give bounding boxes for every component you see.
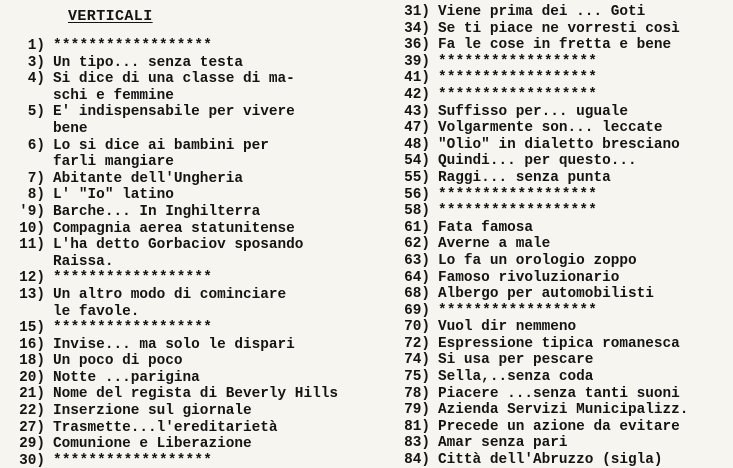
clue-number: 22) [19, 403, 45, 420]
clue-number: 36) [404, 37, 430, 54]
clue-text: ****************** [438, 70, 598, 87]
clue-number: 8) [27, 187, 45, 204]
clue-item [388, 137, 688, 154]
clue-item [0, 270, 338, 287]
clue-number: 34) [404, 20, 430, 37]
clue-item [0, 370, 338, 387]
clue-number: 21) [19, 386, 45, 403]
clue-item [0, 104, 338, 137]
clue-number: 63) [404, 252, 430, 269]
clue-item [388, 187, 688, 204]
clue-text: E' indispensabile per vivere bene [53, 104, 295, 137]
clue-number: 84) [404, 452, 430, 468]
left-clue-list [0, 38, 338, 468]
clue-item [388, 270, 688, 287]
clue-item [0, 403, 338, 420]
clue-item [388, 87, 688, 104]
clue-text: Barche... In Inghilterra [53, 203, 261, 220]
clue-number: 68) [404, 286, 430, 303]
clue-item [0, 353, 338, 370]
clue-number: 16) [19, 336, 45, 353]
clue-number: 30) [19, 452, 45, 468]
clue-number: 58) [404, 203, 430, 220]
clue-item [388, 37, 688, 54]
clue-item [388, 286, 688, 303]
clue-text: ****************** [53, 270, 213, 287]
clue-number: 61) [404, 219, 430, 236]
clue-number: 42) [404, 86, 430, 103]
clue-text: "Olio" in dialetto bresciano [438, 136, 680, 153]
clue-number: 62) [404, 236, 430, 253]
clue-number: 29) [19, 436, 45, 453]
clue-item [388, 153, 688, 170]
clue-number: 56) [404, 186, 430, 203]
clue-item [388, 369, 688, 386]
clue-text: Se ti piace ne vorresti così [438, 20, 680, 37]
clue-text: ****************** [438, 186, 598, 203]
clue-item [388, 319, 688, 336]
clue-text: Nome del regista di Beverly Hills [53, 386, 338, 403]
clue-text: ****************** [53, 452, 213, 468]
clue-item [388, 435, 688, 452]
clue-number: 7) [27, 170, 45, 187]
clue-number: 54) [404, 153, 430, 170]
clue-text: ****************** [53, 320, 213, 337]
clue-number: 47) [404, 120, 430, 137]
clue-number: 3) [27, 54, 45, 71]
clue-number: 5) [27, 104, 45, 121]
clue-text: Vuol dir nemmeno [438, 319, 577, 336]
clue-text: Fata famosa [438, 219, 533, 236]
clue-text: Precede un azione da evitare [438, 418, 680, 435]
clue-item [388, 452, 688, 468]
clue-item [0, 453, 338, 468]
clue-item [388, 4, 688, 21]
clue-number: 69) [404, 302, 430, 319]
clue-text: Un poco di poco [53, 353, 183, 370]
clue-item [0, 204, 338, 221]
clue-number: 4) [27, 71, 45, 88]
clue-number: 1) [27, 38, 45, 54]
clue-item [388, 70, 688, 87]
clue-text: Averne a male [438, 236, 551, 253]
clue-item [388, 386, 688, 403]
clue-item [388, 419, 688, 436]
clue-number: 70) [404, 319, 430, 336]
clue-number: 11) [19, 237, 45, 254]
clue-text: Lo fa un orologio zoppo [438, 252, 637, 269]
clue-item [0, 386, 338, 403]
clue-item [0, 337, 338, 354]
clue-number: 41) [404, 70, 430, 87]
clue-text: Espressione tipica romanesca [438, 335, 680, 352]
clue-text: Azienda Servizi Municipalizz. [438, 402, 689, 419]
clue-text: Notte ...parigina [53, 369, 200, 386]
clue-text: L'ha detto Gorbaciov sposando Raissa. [53, 237, 304, 270]
clue-text: Sella,..senza coda [438, 369, 594, 386]
clue-item [0, 187, 338, 204]
clue-text: Inserzione sul giornale [53, 403, 252, 420]
clue-number: 43) [404, 103, 430, 120]
clue-text: Compagnia aerea statunitense [53, 220, 295, 237]
clue-text: Viene prima dei ... Goti [438, 4, 646, 20]
clue-item [388, 253, 688, 270]
clue-text: Fa le cose in fretta e bene [438, 37, 672, 54]
clue-item [0, 287, 338, 320]
clue-text: Comunione e Liberazione [53, 436, 252, 453]
clue-text: ****************** [438, 86, 598, 103]
clue-item [0, 237, 338, 270]
clue-number: 20) [19, 369, 45, 386]
clue-item [388, 236, 688, 253]
clue-text: ****************** [438, 53, 598, 70]
clue-number: 55) [404, 169, 430, 186]
clue-item [388, 203, 688, 220]
clue-item [0, 436, 338, 453]
clue-text: Volgarmente son... leccate [438, 120, 663, 137]
clue-item [0, 138, 338, 171]
clue-item [388, 104, 688, 121]
clue-item [388, 303, 688, 320]
clue-text: ****************** [53, 38, 213, 54]
clue-text: Si usa per pescare [438, 352, 594, 369]
clue-number: 15) [19, 320, 45, 337]
clue-item [0, 38, 338, 55]
clue-number: 64) [404, 269, 430, 286]
clue-text: Città dell'Abruzzo (sigla) [438, 452, 663, 468]
clue-number: 78) [404, 385, 430, 402]
clue-item [0, 320, 338, 337]
clue-item [0, 221, 338, 238]
clue-item [0, 55, 338, 72]
clue-item [388, 54, 688, 71]
clue-number: 13) [19, 286, 45, 303]
clue-text: Famoso rivoluzionario [438, 269, 620, 286]
clue-text: L' "Io" latino [53, 187, 174, 204]
clue-text: ****************** [438, 302, 598, 319]
clue-number: 81) [404, 418, 430, 435]
clue-item [0, 420, 338, 437]
clue-number: 39) [404, 53, 430, 70]
clue-number: 48) [404, 136, 430, 153]
clue-item [0, 71, 338, 104]
clue-item [388, 120, 688, 137]
clue-number: '9) [19, 203, 45, 220]
clue-text: ****************** [438, 203, 598, 220]
clue-item [388, 336, 688, 353]
clue-text: Suffisso per... uguale [438, 103, 628, 120]
clue-text: Piacere ...senza tanti suoni [438, 385, 680, 402]
clue-text: Amar senza pari [438, 435, 568, 452]
clue-text: Un altro modo di cominciare le favole. [53, 286, 287, 320]
clue-number: 83) [404, 435, 430, 452]
clue-number: 12) [19, 270, 45, 287]
clue-text: Abitante dell'Ungheria [53, 170, 243, 187]
clue-text: Invise... ma solo le dispari [53, 336, 295, 353]
clue-number: 6) [27, 137, 45, 154]
clue-text: Si dice di una classe di ma- schi e femmine [53, 71, 295, 104]
clue-item [388, 352, 688, 369]
clue-number: 74) [404, 352, 430, 369]
right-clue-list [388, 4, 688, 468]
clue-item [388, 21, 688, 38]
clue-number: 10) [19, 220, 45, 237]
clue-number: 72) [404, 335, 430, 352]
clue-number: 79) [404, 402, 430, 419]
clue-text: Albergo per automobilisti [438, 286, 654, 303]
clue-text: Trasmette...l'ereditarietà [53, 419, 278, 436]
clue-number: 31) [404, 4, 430, 20]
clue-item [388, 220, 688, 237]
clue-number: 18) [19, 353, 45, 370]
clue-text: Un tipo... senza testa [53, 54, 243, 71]
clue-text: Raggi... senza punta [438, 169, 611, 186]
clue-item [388, 402, 688, 419]
section-heading: VERTICALI [68, 8, 153, 25]
clue-text: Quindi... per questo... [438, 153, 637, 170]
clue-item [388, 170, 688, 187]
clue-text: Lo si dice ai bambini per farli mangiare [53, 137, 269, 171]
clue-number: 27) [19, 419, 45, 436]
clue-item [0, 171, 338, 188]
clue-number: 75) [404, 369, 430, 386]
